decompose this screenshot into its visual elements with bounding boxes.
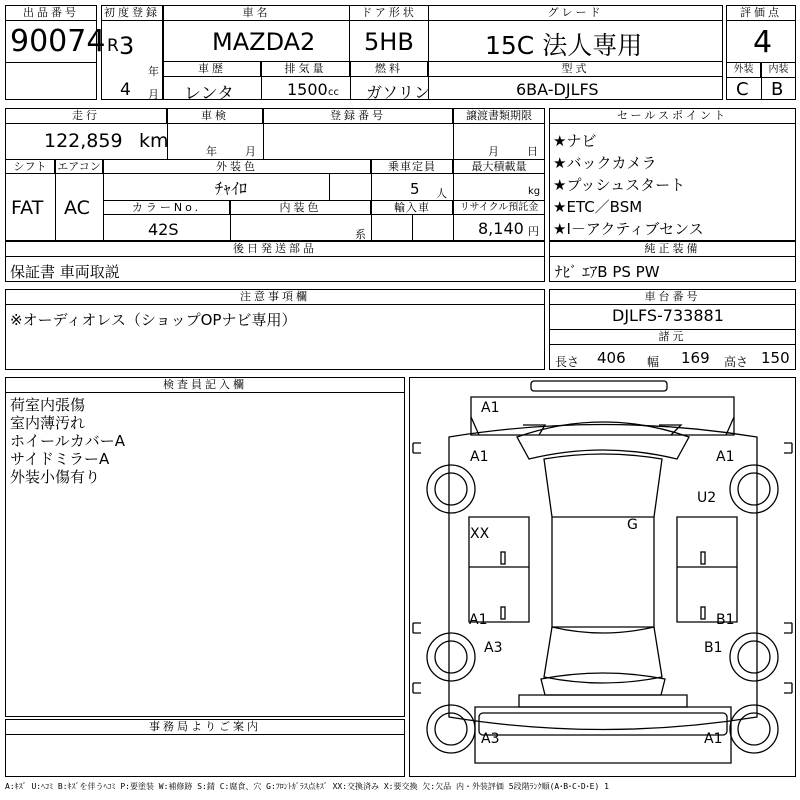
aircon-label: エアコン (55, 159, 103, 174)
lot-number: 90074 (10, 24, 106, 59)
color-number-label: カラーNo. (103, 200, 230, 215)
first-registration-label: 初度登録 (101, 5, 163, 21)
exterior-grade: C (736, 79, 749, 100)
office-label: 事務局よりご案内 (5, 719, 405, 735)
interior-color-label: 内装色 (230, 200, 371, 215)
interior-grade: B (771, 79, 784, 100)
sales-point-item: ★ETC／BSM (553, 198, 643, 216)
chassis-label: 車台番号 (549, 289, 796, 305)
recycle-fee: 8,140 (478, 219, 524, 238)
registration-number-label: 登録番号 (263, 108, 453, 124)
exterior-color: ﾁｬｲﾛ (215, 179, 248, 198)
width: 169 (681, 349, 710, 367)
dimensions-label: 諸元 (549, 329, 796, 345)
history-label: 車歴 (163, 61, 261, 77)
sales-points-list (553, 130, 704, 240)
length-label: 長さ (555, 355, 580, 369)
door-type-label: ドア形状 (349, 5, 429, 21)
shift-label: シフト (5, 159, 55, 174)
max-load-label: 最大積載量 (453, 159, 545, 174)
mark-rear-right-fender: B1 (704, 640, 723, 656)
transfer-month-unit: 月 (488, 145, 499, 158)
mileage-label: 走行 (5, 108, 167, 124)
capacity: 5 (410, 180, 420, 198)
inspector-note: 室内薄汚れ (10, 414, 86, 432)
door-type: 5HB (364, 28, 414, 56)
interior-color-unit: 系 (355, 228, 366, 241)
model-code-label: 型式 (428, 61, 723, 77)
score: 4 (753, 25, 773, 60)
score-label: 評価点 (726, 5, 796, 21)
equipment-label: 純正装備 (549, 241, 796, 257)
inspection-label: 車検 (167, 108, 263, 124)
inspector-note: サイドミラーA (10, 450, 110, 468)
lot-number-label: 出品番号 (5, 5, 97, 21)
sales-points-label: セールスポイント (549, 108, 796, 124)
mark-rear-left-fender: A3 (484, 640, 503, 656)
capacity-unit: 人 (436, 187, 447, 200)
mileage: 122,859 (44, 130, 123, 152)
length: 406 (597, 349, 626, 367)
era-letter: R (107, 36, 119, 56)
history: レンタ (184, 84, 234, 104)
sales-point-item: ★プッシュスタート (553, 176, 686, 194)
mark-rear-bumper-right: A1 (704, 731, 723, 747)
model-code: 6BA-DJLFS (516, 80, 599, 99)
car-name-label: 車名 (163, 5, 350, 21)
mark-right-front-door: U2 (697, 490, 717, 506)
mark-rear-right-door: B1 (716, 612, 735, 628)
car-name: MAZDA2 (212, 28, 316, 56)
max-load-unit: kg (528, 186, 541, 197)
mark-rear-left-door: A1 (469, 612, 488, 628)
chassis-number: DJLFS-733881 (612, 306, 724, 325)
displacement-unit: cc (328, 87, 339, 98)
specs-box (5, 108, 545, 241)
registration-month: 4 (120, 80, 131, 100)
inspector-notes-list (10, 396, 125, 486)
fuel: ガソリン (366, 83, 431, 102)
displacement-label: 排気量 (261, 61, 350, 77)
grade: 15C 法人専用 (485, 31, 643, 60)
year-unit: 年 (148, 65, 159, 78)
later-parts-label: 後日発送部品 (5, 241, 545, 257)
recycle-fee-label: リサイクル預託金 (453, 200, 545, 215)
width-label: 幅 (647, 355, 660, 369)
later-parts: 保証書 車両取説 (10, 263, 120, 281)
mark-windscreen: G (627, 517, 638, 533)
mark-left-door: XX (470, 526, 490, 542)
inspection-month-unit: 月 (245, 145, 256, 158)
notes-label: 注意事項欄 (5, 289, 545, 305)
displacement: 1500 (287, 80, 328, 99)
notes: ※オーディオレス（ショップOPナビ専用） (10, 311, 297, 329)
inspector-label: 検査員記入欄 (5, 377, 405, 393)
transfer-deadline-label: 譲渡書類期限 (453, 108, 545, 124)
inspector-note: ホイールカバーA (10, 432, 125, 450)
mileage-unit: km (139, 130, 169, 152)
equipment: ﾅﾋﾞ ｴｱB PS PW (555, 263, 660, 281)
mark-front-right: A1 (716, 449, 735, 465)
height-label: 高さ (724, 355, 749, 369)
sales-point-item: ★I－アクティブセンス (553, 220, 704, 238)
sales-point-item: ★バックカメラ (553, 154, 657, 172)
fuel-label: 燃料 (350, 61, 428, 77)
aircon: AC (64, 197, 90, 219)
interior-label: 内装 (761, 62, 796, 78)
color-number: 42S (148, 220, 179, 239)
exterior-label: 外装 (726, 62, 761, 78)
inspection-year-unit: 年 (206, 145, 217, 158)
damage-legend: A:ｷｽﾞ U:ﾍｺﾐ B:ｷｽﾞを伴うﾍｺﾐ P:要塗装 W:補修跡 S:錆 C:腐食、穴 G:ﾌﾛﾝﾄｶﾞﾗｽ点ｷｽﾞ XX:交換済み X:要交換 欠:欠品 内・外装評価 5段階ﾗﾝｸ順(A･B･C･D･E) 1 (5, 782, 609, 791)
mark-front-top: A1 (481, 400, 500, 416)
sales-point-item: ★ナビ (553, 132, 597, 150)
transfer-day-unit: 日 (527, 145, 538, 158)
capacity-label: 乗車定員 (371, 159, 453, 174)
grade-label: グレード (428, 5, 723, 21)
mark-front-left: A1 (470, 449, 489, 465)
car-diagram (409, 377, 796, 777)
mark-rear-bumper-left: A3 (481, 731, 500, 747)
inspector-note: 荷室内張傷 (10, 396, 86, 414)
registration-year: 3 (119, 32, 135, 60)
shift: FAT (11, 197, 44, 219)
month-unit: 月 (148, 88, 159, 101)
inspector-note: 外装小傷有り (10, 468, 101, 486)
import-label: 輸入車 (371, 200, 453, 215)
height: 150 (761, 349, 790, 367)
exterior-color-label: 外装色 (103, 159, 371, 174)
recycle-fee-unit: 円 (528, 225, 539, 238)
